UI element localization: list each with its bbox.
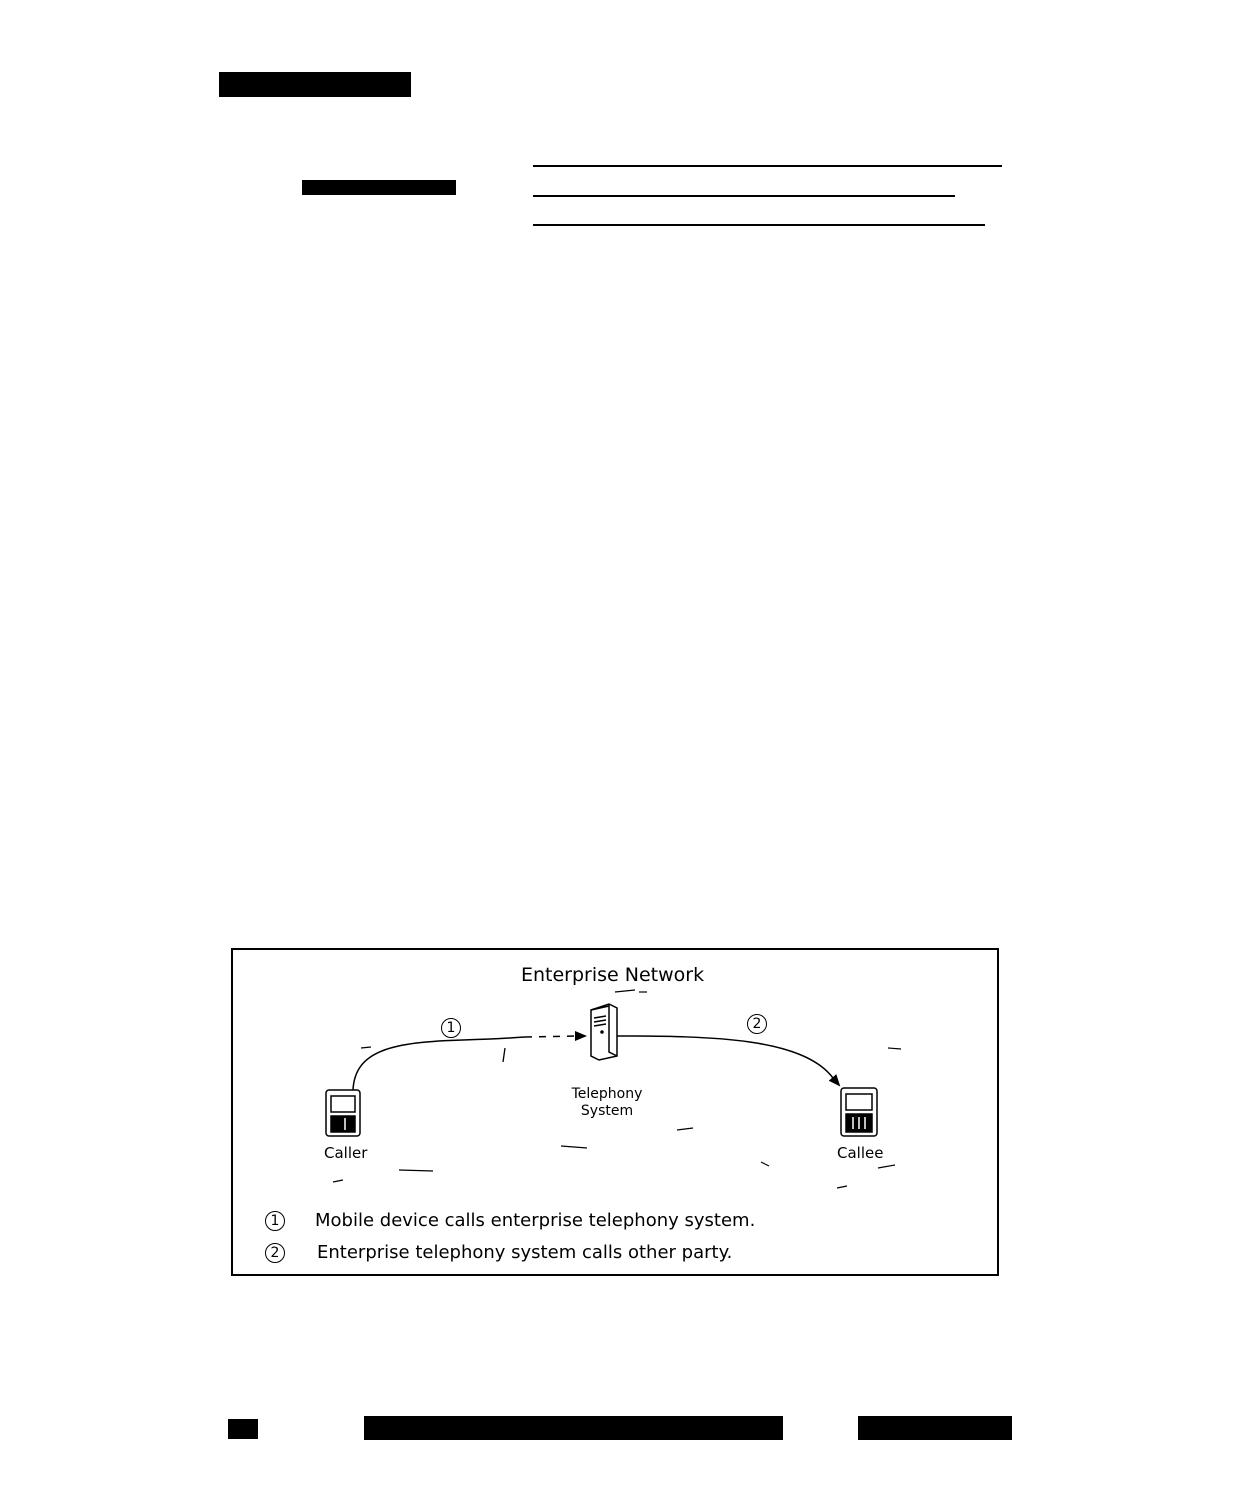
header-rule-1 [533, 165, 1002, 167]
call-leg-2 [617, 1036, 839, 1085]
header-rule-3 [533, 224, 985, 226]
callee-label: Callee [837, 1144, 884, 1162]
legend-number-1: 1 [265, 1211, 285, 1231]
redacted-footer-section [858, 1416, 1012, 1440]
legend-number-2: 2 [265, 1243, 285, 1263]
legend-item-2 [265, 1242, 732, 1263]
call-leg-1 [353, 1037, 525, 1090]
legend-text-2: Enterprise telephony system calls other party. [317, 1242, 733, 1263]
telephony-system-label: Telephony System [571, 1086, 643, 1119]
caller-label: Caller [324, 1144, 368, 1162]
path-step-1-badge: 1 [441, 1018, 461, 1038]
caller-phone-icon [326, 1090, 360, 1136]
path-step-2-badge: 2 [747, 1014, 767, 1034]
redacted-section-label [302, 180, 456, 195]
redacted-page-number [228, 1419, 258, 1439]
call-routing-figure [231, 948, 999, 1276]
legend-item-1 [265, 1210, 755, 1231]
callee-phone-icon [841, 1088, 877, 1136]
figure-title: Enterprise Network [521, 964, 705, 986]
redacted-footer-title [364, 1416, 783, 1440]
header-rule-2 [533, 195, 955, 197]
redacted-header-title [219, 72, 411, 97]
call-leg-1-dash [525, 1036, 577, 1037]
legend-text-1: Mobile device calls enterprise telephony system. [315, 1210, 756, 1231]
server-icon [591, 1004, 617, 1060]
